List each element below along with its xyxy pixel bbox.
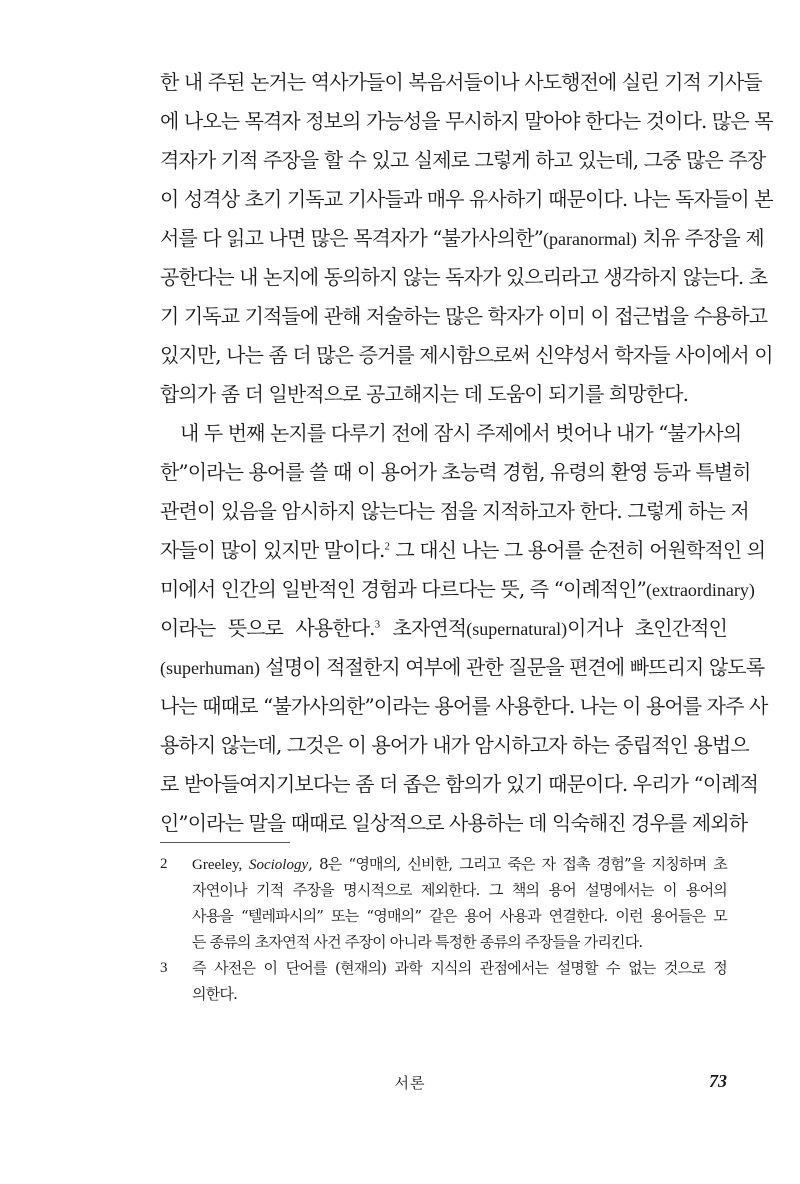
latin-term: (supernatural) xyxy=(466,619,568,639)
footnote-text-run: , 8은 “영매의, 신비한, 그리고 죽은 자 접촉 경험”을 지칭하며 초 xyxy=(308,855,727,873)
body-line: 이 성격상 초기 기독교 기사들과 매우 유사하기 때문이다. 나는 독자들이 본 xyxy=(160,187,773,211)
body-line: 로 받아들여지기보다는 좀 더 좁은 함의가 있기 때문이다. 우리가 “이례적 xyxy=(160,772,759,796)
body-line: 한 내 주된 논거는 역사가들이 복음서들이나 사도행전에 실린 기적 기사들 xyxy=(160,70,762,94)
body-line: 인”이라는 말을 때때로 일상적으로 사용하는 데 익숙해진 경우를 제외하 xyxy=(160,811,748,835)
footnote-line: 자연이나 기적 주장을 명시적으로 제외한다. 그 책의 용어 설명에서는 이 용어의 xyxy=(192,881,727,899)
body-line: 격자가 기적 주장을 할 수 있고 실제로 그렇게 하고 있는데, 그중 많은 주장 xyxy=(160,148,766,172)
body-text-run: 치유 주장을 제 xyxy=(636,226,764,250)
footnote-divider xyxy=(160,842,290,843)
page-number: 73 xyxy=(709,1071,727,1091)
body-line xyxy=(160,610,727,647)
body-text-run: 자들이 많이 있지만 말이다. xyxy=(160,538,385,562)
body-line: 공한다는 내 논지에 동의하지 않는 독자가 있으리라고 생각하지 않는다. 초 xyxy=(160,265,768,289)
footnote-ref: 3 xyxy=(374,618,381,631)
body-line: 나는 때때로 “불가사의한”이라는 용어를 사용한다. 나는 이 용어를 자주 사 xyxy=(160,694,768,718)
body-line: 용하지 않는데, 그것은 이 용어가 내가 암시하고자 하는 중립적인 용법으 xyxy=(160,733,749,757)
body-text-run: 서를 다 읽고 나면 많은 목격자가 “불가사의한” xyxy=(160,226,543,250)
latin-term: (extraordinary) xyxy=(645,580,755,600)
citation-author: Greeley, xyxy=(192,857,249,873)
footnote-line: 든 종류의 초자연적 사건 주장이 아니라 특정한 종류의 주장들을 가리킨다. xyxy=(192,933,643,951)
body-text-run: 이라는 뜻으로 사용한다. xyxy=(160,616,375,640)
footnote-line: 사용을 “텔레파시의” 또는 “영매의” 같은 용어 사용과 연결한다. 이런 용어들은 모 xyxy=(192,907,727,925)
body-line: 에 나오는 목격자 정보의 가능성을 무시하지 말아야 한다는 것이다. 많은 목 xyxy=(160,109,773,133)
footnote-number: 2 xyxy=(160,856,168,872)
body-line xyxy=(160,571,755,608)
footnote-line: 의한다. xyxy=(192,985,238,1003)
latin-term: (paranormal) xyxy=(542,229,637,249)
body-line: 관련이 있음을 암시하지 않는다는 점을 지적하고자 한다. 그렇게 하는 저 xyxy=(160,499,749,523)
body-line xyxy=(160,649,765,686)
body-line: 기 기독교 기적들에 관해 저술하는 많은 학자가 이미 이 접근법을 수용하고 xyxy=(160,304,768,328)
body-line xyxy=(160,220,764,257)
citation-title: Sociology xyxy=(248,857,309,873)
body-text-run: 미에서 인간의 일반적인 경험과 다르다는 뜻, 즉 “이례적인” xyxy=(160,577,646,601)
body-line: 있지만, 나는 좀 더 많은 증거를 제시함으로써 신약성서 학자들 사이에서 이 xyxy=(160,343,773,367)
body-text-run: 그 대신 나는 그 용어를 순전히 어원학적인 의 xyxy=(389,538,766,562)
body-text-run: 이거나 초인간적인 xyxy=(567,616,727,640)
footnote-ref: 2 xyxy=(384,540,390,553)
paragraph-first-line: 내 두 번째 논지를 다루기 전에 잠시 주제에서 벗어나 내가 “불가사의 xyxy=(180,421,742,445)
body-line xyxy=(160,532,766,568)
footnote-line xyxy=(192,851,727,878)
body-line: 한”이라는 용어를 쓸 때 이 용어가 초능력 경험, 유령의 환영 등과 특별히 xyxy=(160,460,751,484)
body-text-run: 설명이 적절한지 여부에 관한 질문을 편견에 빠뜨리지 않도록 xyxy=(259,655,765,679)
body-line: 합의가 좀 더 일반적으로 공고해지는 데 도움이 되기를 희망한다. xyxy=(160,382,689,406)
footnote-number: 3 xyxy=(160,960,168,976)
body-text-run: 초자연적 xyxy=(380,616,467,640)
latin-term: (superhuman) xyxy=(160,658,260,678)
running-head: 서론 xyxy=(394,1074,426,1092)
footnote-line: 즉 사전은 이 단어를 (현재의) 과학 지식의 관점에서는 설명할 수 없는 것으로 정 xyxy=(192,959,727,977)
